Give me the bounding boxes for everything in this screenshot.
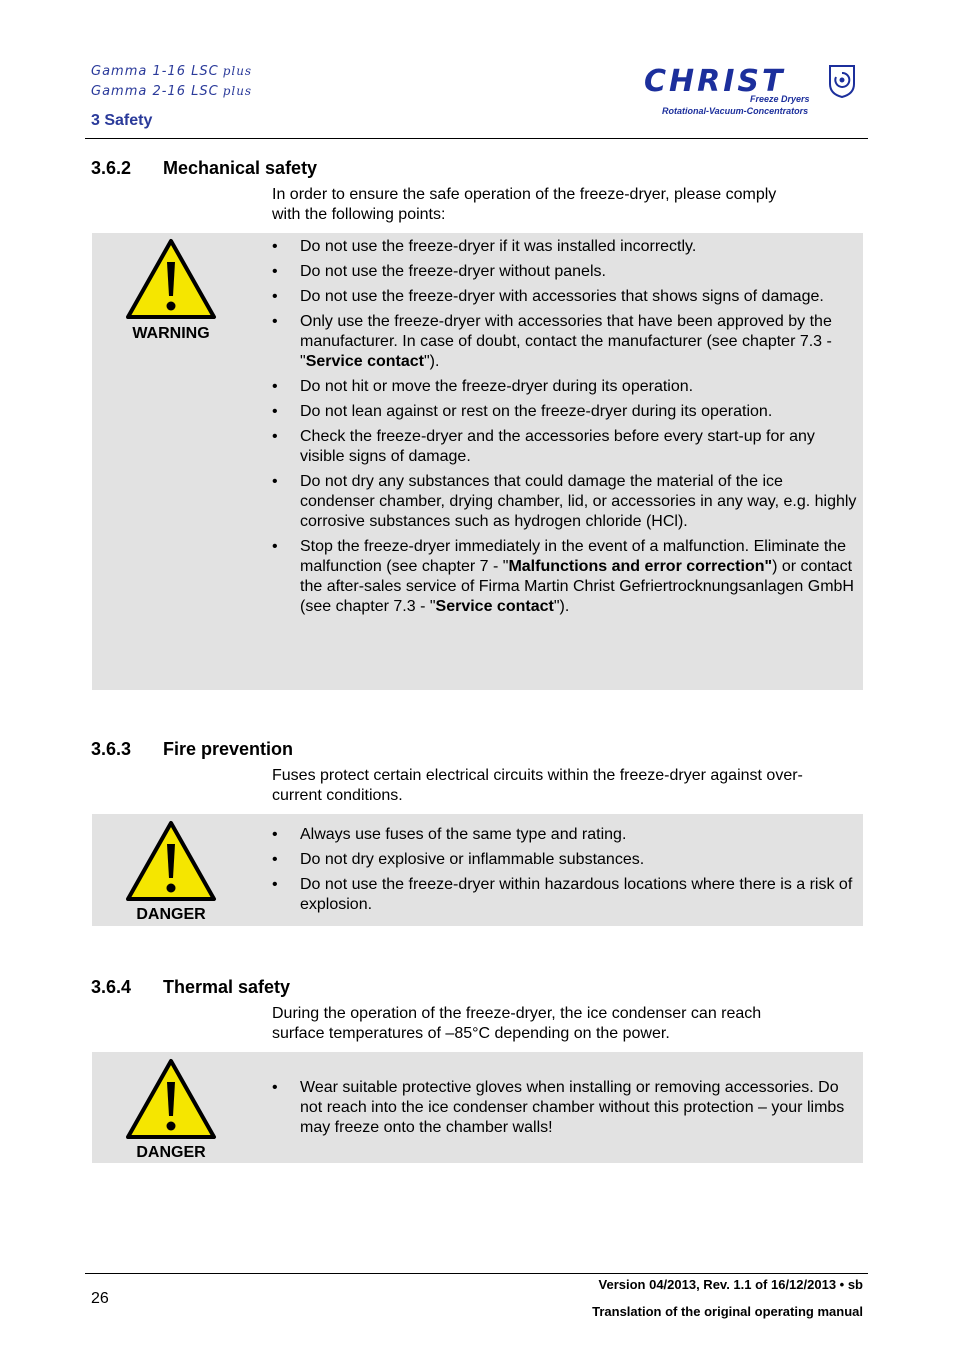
footer-rule: [85, 1273, 868, 1274]
warning-box: [92, 233, 863, 690]
section-number: 3.6.3: [91, 739, 132, 759]
danger-label: DANGER: [136, 1144, 206, 1161]
logo-tagline-1: Freeze Dryers: [750, 94, 810, 104]
danger-label: DANGER: [136, 906, 206, 923]
danger-box: [92, 1052, 863, 1163]
logo-tagline-2: Rotational-Vacuum-Concentrators: [662, 106, 809, 116]
list-item: • Wear suitable protective gloves when installing or removing accessories. Do not reach into the ice condenser chamber without this protection – your limbs may freeze onto the chamber walls!: [272, 1078, 862, 1138]
section-number: 3.6.2: [91, 158, 132, 178]
page-number: 26: [91, 1290, 109, 1307]
list-item: • Stop the freeze-dryer immediately in the event of a malfunction. Eliminate the malfunction (see chapter 7 - "Malfunctions and error correction") or contact the after-sales service of Firma Martin Christ Gefriertrocknungsanlagen GmbH (see chapter 7.3 - "Service contact").: [272, 537, 862, 617]
christ-logo: [642, 62, 864, 118]
translation-note: Translation of the original operating manual: [592, 1304, 863, 1319]
bullet-list: [272, 1078, 862, 1143]
section-intro: Fuses protect certain electrical circuits within the freeze-dryer against over- current conditions.: [272, 767, 803, 804]
chapter-heading: 3 Safety: [91, 112, 153, 129]
version-info: Version 04/2013, Rev. 1.1 of 16/12/2013 • sb: [598, 1277, 863, 1292]
section-intro: In order to ensure the safe operation of the freeze-dryer, please comply with the following points:: [272, 186, 777, 223]
danger-box: [92, 814, 863, 926]
warning-label: WARNING: [132, 325, 210, 342]
bullet-list: [272, 237, 862, 622]
section-intro: During the operation of the freeze-dryer, the ice condenser can reach surface temperatures of –85°C depending on the power.: [272, 1005, 762, 1042]
bullet-list: [272, 825, 862, 920]
header-rule: [85, 138, 868, 139]
list-item: • Do not dry any substances that could damage the material of the ice condenser chamber, drying chamber, lid, or accessories in any way, e.g. highly corrosive substances such as hydrogen chloride (HCl).: [272, 472, 862, 532]
list-item: • Do not use the freeze-dryer with accessories that shows signs of damage.: [272, 287, 862, 307]
list-item: • Do not dry explosive or inflammable substances.: [272, 850, 862, 870]
list-item: • Only use the freeze-dryer with accessories that have been approved by the manufacturer. In case of doubt, contact the manufacturer (see chapter 7.3 - "Service contact").: [272, 312, 862, 372]
list-item: • Check the freeze-dryer and the accessories before every start-up for any visible signs of damage.: [272, 427, 862, 467]
section-number: 3.6.4: [91, 977, 132, 997]
model-name-2: Gamma 2-16 LSC plus: [91, 84, 253, 99]
list-item: • Do not use the freeze-dryer within hazardous locations where there is a risk of explosion.: [272, 875, 862, 915]
logo-wordmark: CHRIST: [644, 64, 786, 99]
list-item: • Always use fuses of the same type and rating.: [272, 825, 862, 845]
list-item: • Do not lean against or rest on the freeze-dryer during its operation.: [272, 402, 862, 422]
section-title: Mechanical safety: [163, 158, 318, 178]
list-item: • Do not use the freeze-dryer if it was installed incorrectly.: [272, 237, 862, 257]
warning-triangle-icon: [125, 238, 217, 320]
danger-triangle-icon: [125, 1058, 217, 1140]
section-title: Fire prevention: [163, 739, 294, 759]
logo-emblem-icon: [828, 64, 856, 98]
model-name-1: Gamma 1-16 LSC plus: [91, 64, 253, 79]
list-item: • Do not use the freeze-dryer without panels.: [272, 262, 862, 282]
list-item: • Do not hit or move the freeze-dryer during its operation.: [272, 377, 862, 397]
section-title: Thermal safety: [163, 977, 291, 997]
danger-triangle-icon: [125, 820, 217, 902]
